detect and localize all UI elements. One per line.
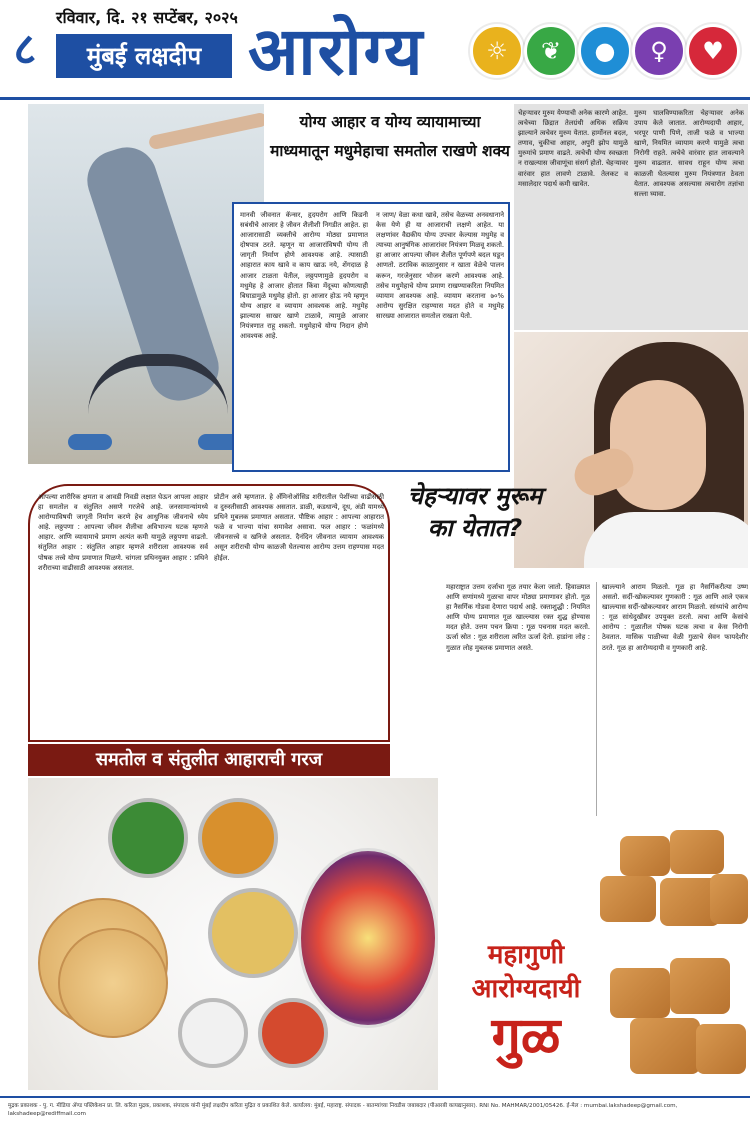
diet-column-1: आपल्या शारीरिक क्षमता व आवडी निवडी लक्षात घेऊन आपला आहार हा समतोल व संतुलित असणे गरजेचे आहे. जनसामान्यांमध्ये आरोग्याविषयी जागृती निर्माण करणे हेच आधुनिक जीवनाचे ध्येय आहे. लठ्ठपणा : आपल्या जीवन शैलीचा अविभाज्य घटक म्हणजे आहार. आणि व्यायामाचे प्रमाण अत्यंत कमी यामुळे लठ्ठपणा वाढतो. संतुलित आहार : संतुलित आहार म्हणजे शरीराला आवश्यक सर्व पोषक तत्त्वे योग्य प्रमाणात मिळणे. चांगला प्रथिनयुक्त आहार : प्रथिने शरीराच्या वाढीसाठी आवश्यक असतात. xyxy=(38,493,208,572)
article1-body-box xyxy=(232,202,510,472)
acne-headline: चेहऱ्यावर मुरूम का येतात? xyxy=(407,482,543,542)
heart-icon: ♥ xyxy=(686,24,740,78)
page-number: ८ xyxy=(13,24,37,75)
apple-icon: ● xyxy=(578,24,632,78)
article1-column-1: मानवी जीवनात कॅन्सर, हृदयरोग आणि किडनी सबंधीचे आजार हे जीवन शैलीशी निगडीत आहेत. हा आजारासाठी व्यक्तीचे आरोग्य मोठ्या प्रमाणात दोषपात्र ठरते. म्हणून या आजारांविषयी योग्य ती जागृती निर्माण होणे आवश्यक आहे. त्यासाठी आहारात काय खावे व काय खाऊ नये, शेंगदाळ हे आजार टाळता येतील, लठ्ठपणामुळे हृदयरोग व मधुमेह हे आजार होतात किंवा मेंदूच्या कोणत्याही बिघाडामुळे मधुमेह होतो. हा आजार होऊ नये म्हणून योग्य आहार व व्यायाम आवश्यक आहे. मधुमेह झाल्यास साखर खाणे टाळावे, त्यामुळे आजार नियंत्रणात राहू शकतो. मधुमेहाचे योग्य निदान होणे आवश्यक आहे. xyxy=(240,211,368,341)
diet-banner: समतोल व संतुलीत आहाराची गरज xyxy=(28,744,390,776)
health-icon-row xyxy=(470,14,746,88)
jaggery-title-line-3: गुळ xyxy=(491,1007,561,1067)
person-icon: ♀ xyxy=(632,24,686,78)
jaggery-blocks-photo xyxy=(600,938,748,1088)
masthead xyxy=(0,0,750,100)
leaf-icon: ❦ xyxy=(524,24,578,78)
article1-headline: योग्य आहार व योग्य व्यायामाच्या माध्यमातून मधुमेहाचा समतोल राखणे शक्य xyxy=(270,113,510,160)
date-line: रविवार, दि. २१ सप्टेंबर, २०२५ xyxy=(56,8,238,27)
food-platter-photo xyxy=(28,778,438,1090)
jaggery-feature-title xyxy=(446,938,606,1088)
imprint-footer: मुद्रक प्रकाशक - पु. ग. मीडिया ॲण्ड पब्लिकेशन प्रा. लि. करिता मुद्रक, प्रकाशक, संपादक यांनी मुंबई लक्षदीप करिता मुद्रित व प्रकाशित केले. कार्यालय: मुंबई, महाराष्ट्र. संपादक - बातम्यांच्या निवडीस जबाबदार (पीआरबी कायद्यानुसार). RNI No. MAHMAR/2001/05426. ई-मेल : mumbai.lakshadeep@gmail.com, lakshadeep@rediffmail.com xyxy=(0,1096,750,1148)
yoga-icon: ☼ xyxy=(470,24,524,78)
article1-column-2: न जाण/ वेळा कधा खावे, तसेच वेळच्या अनवधानाने केस येणे ही या आजाराची लक्षणे आहेत. या लक्षणांवर वैद्यकीय योग्य उपचार केल्यास मधुमेह व त्याच्या आनुषंगिक आजारांवर नियंत्रण मिळवू शकतो. हा आजार आपल्या जीवन शैलीत पूर्णपणे बदल घडून आणतो. ठराविक काळानुसार न खाता वेळेचे पालन करून, गरजेनुसार भोजन करणे आवश्यक आहे. तसेच मधुमेहाचे योग्य प्रमाण राखण्याकरिता नियमित व्यायाम आवश्यक आहे. व्यायाम करताना ७०% आरोग्य सुरक्षित राहण्यास मदत होते व मधुमेह सारख्या आजारात समतोल राखता येतो. xyxy=(376,211,504,320)
jaggery-title-line-1: महागुणी xyxy=(487,940,565,970)
acne-sidebar-box xyxy=(514,104,748,330)
diet-column-2: प्रोटीन असे म्हणतात. हे अँमिनोऑसिड शरीरातील पेशींच्या वाढीसाठी व दुरुस्तीसाठी आवश्यक असतात. डाळी, कडधान्ये, दूध, अंडी यामध्ये प्रथिने मुबलक प्रमाणात असतात. पौष्टिक आहार : आपल्या आहारात फळे व भाज्या यांचा समावेश असावा. फल आहार : फळांमध्ये जीवनसत्त्वे व खनिजे असतात. दैनंदिन जीवनात व्यायाम आवश्यक असून शरीराची योग्य काळजी घेतल्यास आरोग्य उत्तम राहण्यास मदत होईल. xyxy=(214,493,384,562)
stretching-woman-photo xyxy=(28,104,264,464)
sidebar-column-2: मुरुम घालविण्याकरिता चेहऱ्यावर अनेक उपाय केले जातात. आरोग्यदायी आहार, भरपूर पाणी पिणे, ताजी फळे व भाज्या खाणे, नियमित व्यायाम करणे यामुळे त्वचा निरोगी राहते. त्वचेचे वारंवार हात लावल्याने मुरुम वाढतात. सावध राहून योग्य त्वचा काळजी घेतल्यास मुरुम नियंत्रणात ठेवता येतात. आवश्यक असल्यास त्वचारोग तज्ञांचा सल्ला घ्यावा. xyxy=(634,109,744,198)
balanced-diet-article xyxy=(28,484,390,742)
jaggery-column-2: खाल्ल्याने आराम मिळतो. गूळ हा नैसर्गिकरीत्या उष्ण असतो. सर्दी-खोकल्यावर गुणकारी : गूळ आणि आले एकत्र खाल्ल्यास सर्दी-खोकल्यावर आराम मिळतो. सांध्यांचे आरोग्य : गूळ सांधेदुखीवर उपयुक्त ठरतो. त्वचा आणि केसांचे आरोग्य : गुळातील पोषक घटक त्वचा व केस निरोगी ठेवतात. मासिक पाळीच्या वेळी गुळाचे सेवन फायदेशीर ठरते. गूळ हा आरोग्यदायी व गुणकारी आहे. xyxy=(602,583,748,652)
section-title: आरोग्य xyxy=(248,13,425,90)
jaggery-column-1: महाराष्ट्रात उत्तम दर्जाचा गूळ तयार केला जातो. हिवाळ्यात आणि सणांमध्ये गुळाचा वापर मोठ्या प्रमाणावर होतो. गूळ हा नैसर्गिक गोडवा देणारा पदार्थ आहे. रक्ताशुद्धी : नियमित आणि योग्य प्रमाणात गूळ खाल्ल्यास रक्त शुद्ध होण्यास मदत होते. उत्तम पचन क्रिया : गूळ पचनास मदत करतो. ऊर्जा स्रोत : गूळ शरीराला त्वरित ऊर्जा देतो. हाडांना लोह : गुळात लोह मुबलक प्रमाणात असते. xyxy=(446,583,590,652)
newspaper-brand: मुंबई लक्षदीप xyxy=(56,34,232,78)
sidebar-column-1: चेहऱ्यावर मुरुम येण्याची अनेक कारणे आहेत. त्वचेच्या छिद्रात तेलग्रंथी अधिक सक्रिय झाल्याने त्वचेवर मुरुम येतात. हार्मोनल बदल, तणाव, चुकीचा आहार, अपुरी झोप यामुळे मुरुमांचे प्रमाण वाढते. त्वचेची योग्य स्वच्छता न राखल्यास जीवाणूंचा संसर्ग होतो. चेहऱ्यावर वारंवार हात लावणे टाळावे. तेलकट व मसालेदार पदार्थ कमी खावेत. xyxy=(518,109,628,188)
jaggery-cubes-photo xyxy=(560,816,748,936)
jaggery-title-line-2: आरोग्यदायी xyxy=(471,974,581,1004)
